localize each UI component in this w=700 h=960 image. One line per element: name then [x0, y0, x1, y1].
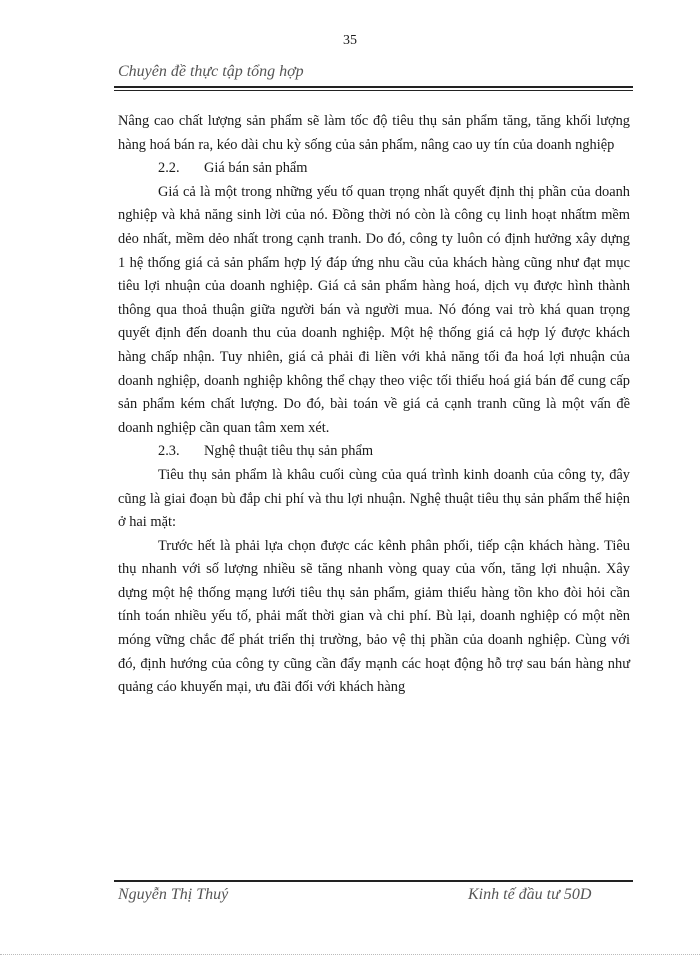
- footer-author: Nguyễn Thị Thuý: [118, 886, 229, 903]
- page-number: 35: [343, 33, 357, 48]
- section-title: Giá bán sản phẩm: [204, 160, 308, 177]
- header-rule: [114, 86, 633, 88]
- section-number: 2.3.: [158, 443, 180, 460]
- paragraph: Tiêu thụ sản phẩm là khâu cuối cùng của quá trình kinh doanh của công ty, đây cũng là giai đoạn bù đắp chi phí và thu lợi nhuận. Nghệ thuật tiêu thụ sản phẩm thể hiện ở hai mặt:: [118, 466, 630, 531]
- footer-class: Kinh tế đầu tư 50D: [468, 886, 592, 903]
- section-heading: [118, 440, 630, 464]
- paragraph: Trước hết là phải lựa chọn được các kênh phân phối, tiếp cận khách hàng. Tiêu thụ nhanh với số lượng nhiều sẽ tăng nhanh vòng quay của vốn, tăng lợi nhuận. Xây dựng một hệ thống mạng lưới tiêu thụ sản phẩm, giảm thiểu hàng tồn kho đòi hỏi cần tính toán nhiều yếu tố, phải mất thời gian và chi phí. Bù lại, doanh nghiệp có một nền móng vững chắc để phát triển thị trường, bảo vệ thị phần của doanh nghiệp. Cùng với đó, định hướng của công ty cũng cần đẩy mạnh các hoạt động hỗ trợ sau bán hàng như quảng cáo khuyến mại, ưu đãi đối với khách hàng: [118, 537, 630, 696]
- footer-rule: [114, 880, 633, 882]
- header-title: Chuyên đề thực tập tổng hợp: [118, 63, 304, 80]
- section-title: Nghệ thuật tiêu thụ sản phẩm: [204, 443, 374, 460]
- document-body: [118, 110, 630, 700]
- section-number: 2.2.: [158, 160, 180, 177]
- header-rule-thin: [114, 90, 633, 91]
- paragraph: Giá cả là một trong những yếu tố quan trọng nhất quyết định thị phần của doanh nghiệp và khả năng sinh lời của nó. Đồng thời nó còn là công cụ linh hoạt nhấtm mềm dẻo nhất, mềm dẻo nhất trong cạnh tranh. Do đó, công ty luôn có định hưởng xây dựng 1 hệ thống giá cả sản phẩm hợp lý đáp ứng nhu cầu của khách hàng cũng như đạt mục tiêu lợi nhuận của doanh nghiệp. Giá cả sản phẩm hàng hoá, dịch vụ được hình thành thông qua thoả thuận giữa người bán và người mua. Nó đóng vai trò khá quan trọng quyết định đến doanh thu của doanh nghiệp. Một hệ thống giá cả hợp lý được khách hàng chấp nhận. Tuy nhiên, giá cả phải đi liền với khả năng tối đa hoá lợi nhuận của doanh nghiệp, doanh nghiệp không thể chạy theo việc tối thiểu hoá giá bán để cung cấp sản phẩm kém chất lượng. Do đó, bài toán về giá cả cạnh tranh cũng là một vấn đề doanh nghiệp cần quan tâm xem xét.: [118, 183, 630, 436]
- section-heading: [118, 157, 630, 181]
- page-bottom-border: [0, 954, 700, 955]
- paragraph: Nâng cao chất lượng sản phẩm sẽ làm tốc độ tiêu thụ sản phẩm tăng, tăng khối lượng hàng hoá bán ra, kéo dài chu kỳ sống của sản phẩm, nâng cao uy tín của doanh nghiệp: [118, 113, 630, 153]
